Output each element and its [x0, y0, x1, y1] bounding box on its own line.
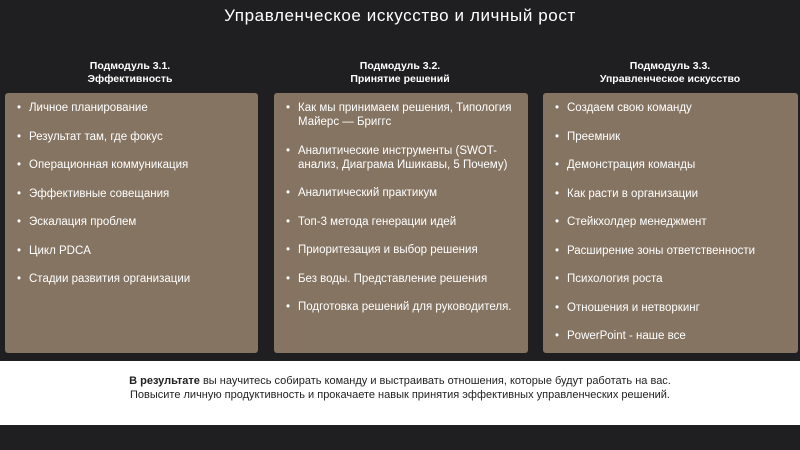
list-item: • Цикл PDCA	[17, 244, 248, 258]
module-number: Подмодуль 3.3.	[629, 60, 711, 72]
module-header-3-1	[0, 60, 260, 86]
list-item: • Эффективные совещания	[17, 187, 248, 201]
module-title: Принятие решений	[350, 73, 450, 85]
module-card-decisions	[274, 93, 528, 353]
list-item: • Операционная коммуникация	[17, 158, 248, 172]
module-card-efficiency	[5, 93, 258, 353]
list-item: • Демонстрация команды	[555, 158, 788, 172]
list-item: • Создаем свою команду	[555, 101, 788, 115]
list-item: • Как мы принимаем решения, Типология Майерс — Бриггс	[286, 101, 518, 129]
topic-list	[555, 101, 788, 343]
list-item: • Как расти в организации	[555, 187, 788, 201]
list-item: • Отношения и нетворкинг	[555, 301, 788, 315]
page-title: Управленческое искусство и личный рост	[224, 6, 576, 25]
module-number: Подмодуль 3.2.	[359, 60, 441, 72]
module-header-3-2	[270, 60, 530, 86]
list-item: • Эскалация проблем	[17, 215, 248, 229]
topic-list	[286, 101, 518, 314]
list-item: • Подготовка решений для руководителя.	[286, 300, 518, 314]
list-item: • Топ-3 метода генерации идей	[286, 215, 518, 229]
list-item: • Аналитический практикум	[286, 186, 518, 200]
list-item: • Психология роста	[555, 272, 788, 286]
list-item: • Личное планирование	[17, 101, 248, 115]
result-summary	[0, 361, 800, 425]
module-title: Управленческое искусство	[599, 73, 741, 85]
list-item: • Стейкхолдер менеджмент	[555, 215, 788, 229]
result-emphasis: В результате	[129, 375, 200, 387]
list-item: • Стадии развития организации	[17, 272, 248, 286]
result-text: вы научитесь собирать команду и выстраивать отношения, которые будут работать на вас.	[199, 375, 671, 387]
list-item: • Расширение зоны ответственности	[555, 244, 788, 258]
module-header-3-3	[540, 60, 800, 86]
list-item: • Аналитические инструменты (SWOT-анализ, Диаграма Ишикавы, 5 Почему)	[286, 144, 518, 172]
list-item: • Результат там, где фокус	[17, 130, 248, 144]
module-title: Эффективность	[87, 73, 173, 85]
result-line-2: Повысите личную продуктивность и прокачаете навык принятия эффективных управленческих решений.	[130, 389, 670, 401]
list-item: • Приоритезация и выбор решения	[286, 243, 518, 257]
module-number: Подмодуль 3.1.	[89, 60, 171, 72]
module-card-management	[543, 93, 798, 353]
list-item: • Без воды. Представление решения	[286, 272, 518, 286]
list-item: • PowerPoint - наше все	[555, 329, 788, 343]
topic-list	[17, 101, 248, 286]
result-line-1	[0, 374, 800, 388]
list-item: • Преемник	[555, 130, 788, 144]
